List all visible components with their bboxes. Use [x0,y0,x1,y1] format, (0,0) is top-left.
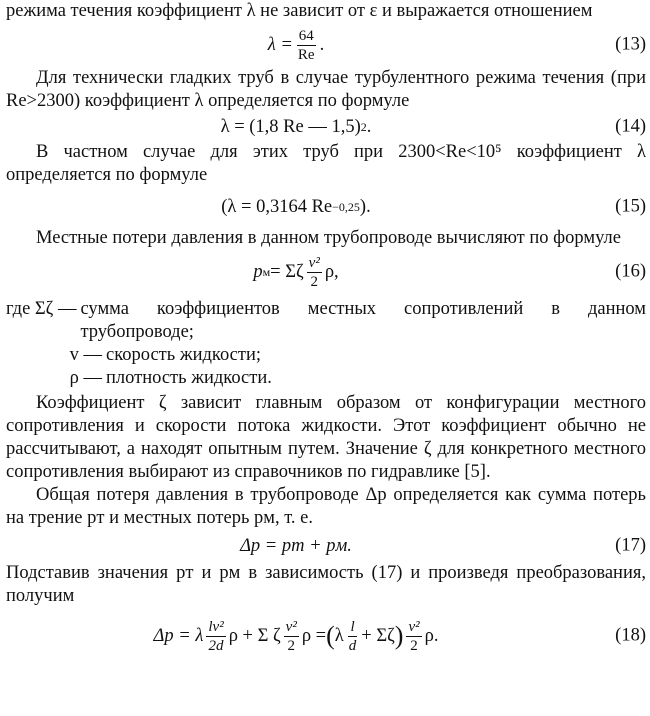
paragraph-5: Коэффициент ζ зависит главным образом от конфигурации местного сопротивления и скорости потока жидкости. Этот коэффициент обычно не рассчитывают, а находят опытным путем. Значение ζ для конкретного местного сопротивления выбирают из справочников по гидравлике [5]. [6,393,646,482]
paragraph-3: В частном случае для этих труб при 2300<Re<10⁵ коэффициент λ определяется по формуле [6,142,646,185]
equation-15: (λ = 0,3164 Re −0,25 ). (15) [221,196,646,217]
paragraph-4: Местные потери давления в данном трубопроводе вычисляют по формуле [36,228,621,248]
equation-17: Δp = pт + pм. (17) [240,535,646,556]
equation-18: Δp = λ $\frac{\text{lv²}}{2d}$ ρ + Σ ζ $\frac{\text{v²}}{2}$ ρ = ( λ $\frac{l}{d}$ + Σζ ) $\frac{\text{v²}}{2}$ ρ. (18) [153,618,646,654]
document-page [6,0,646,664]
eq18-fraction-3: $\frac{l}{d}$ [348,618,357,654]
paragraph-2: Для технически гладких труб в случае турбулентного режима течения (при Re>2300) коэффициент λ определяется по формуле [6,68,646,111]
equation-14: λ = (1,8 Re — 1,5) 2 . (14) [220,116,646,137]
symbol-legend [6,298,646,390]
paragraph-7: Подставив значения pт и pм в зависимость (17) и произведя преобразования, получим [6,563,646,606]
eq18-fraction-2: $\frac{\text{v²}}{2}$ [285,618,297,654]
eq14-number: (14) [615,116,646,137]
paragraph-1: режима течения коэффициент λ не зависит от ε и выражается отношением [6,1,593,21]
eq17-number: (17) [615,535,646,556]
eq18-fraction-4: $\frac{\text{v²}}{2}$ [408,618,420,654]
eq18-number: (18) [615,625,646,646]
paragraph-6: Общая потеря давления в трубопроводе Δp определяется как сумма потерь на трение pт и местных потерь pм, т. е. [6,485,646,528]
eq16-number: (16) [615,261,646,282]
legend-row: где Σζ — сумма коэффициентов местных сопротивлений в данном трубопроводе; [6,299,646,342]
eq16-fraction: $\frac{\text{v²}}{2}$ [308,254,320,290]
legend-row: v — скорость жидкости; [69,345,262,365]
eq13-lhs: λ = [267,34,293,55]
eq18-fraction-1: $\frac{\text{lv²}}{2d}$ [208,618,224,654]
legend-row: ρ — плотность жидкости. [69,368,272,388]
eq15-number: (15) [615,196,646,217]
eq13-number: (13) [615,34,646,55]
equation-16: p м = Σζ $\frac{\text{v²}}{2}$ ρ, (16) [253,254,646,290]
equation-13: λ = $\frac{64}{Re}$ . (13) [267,27,646,63]
eq13-fraction: $\frac{64}{Re}$ [297,27,315,63]
